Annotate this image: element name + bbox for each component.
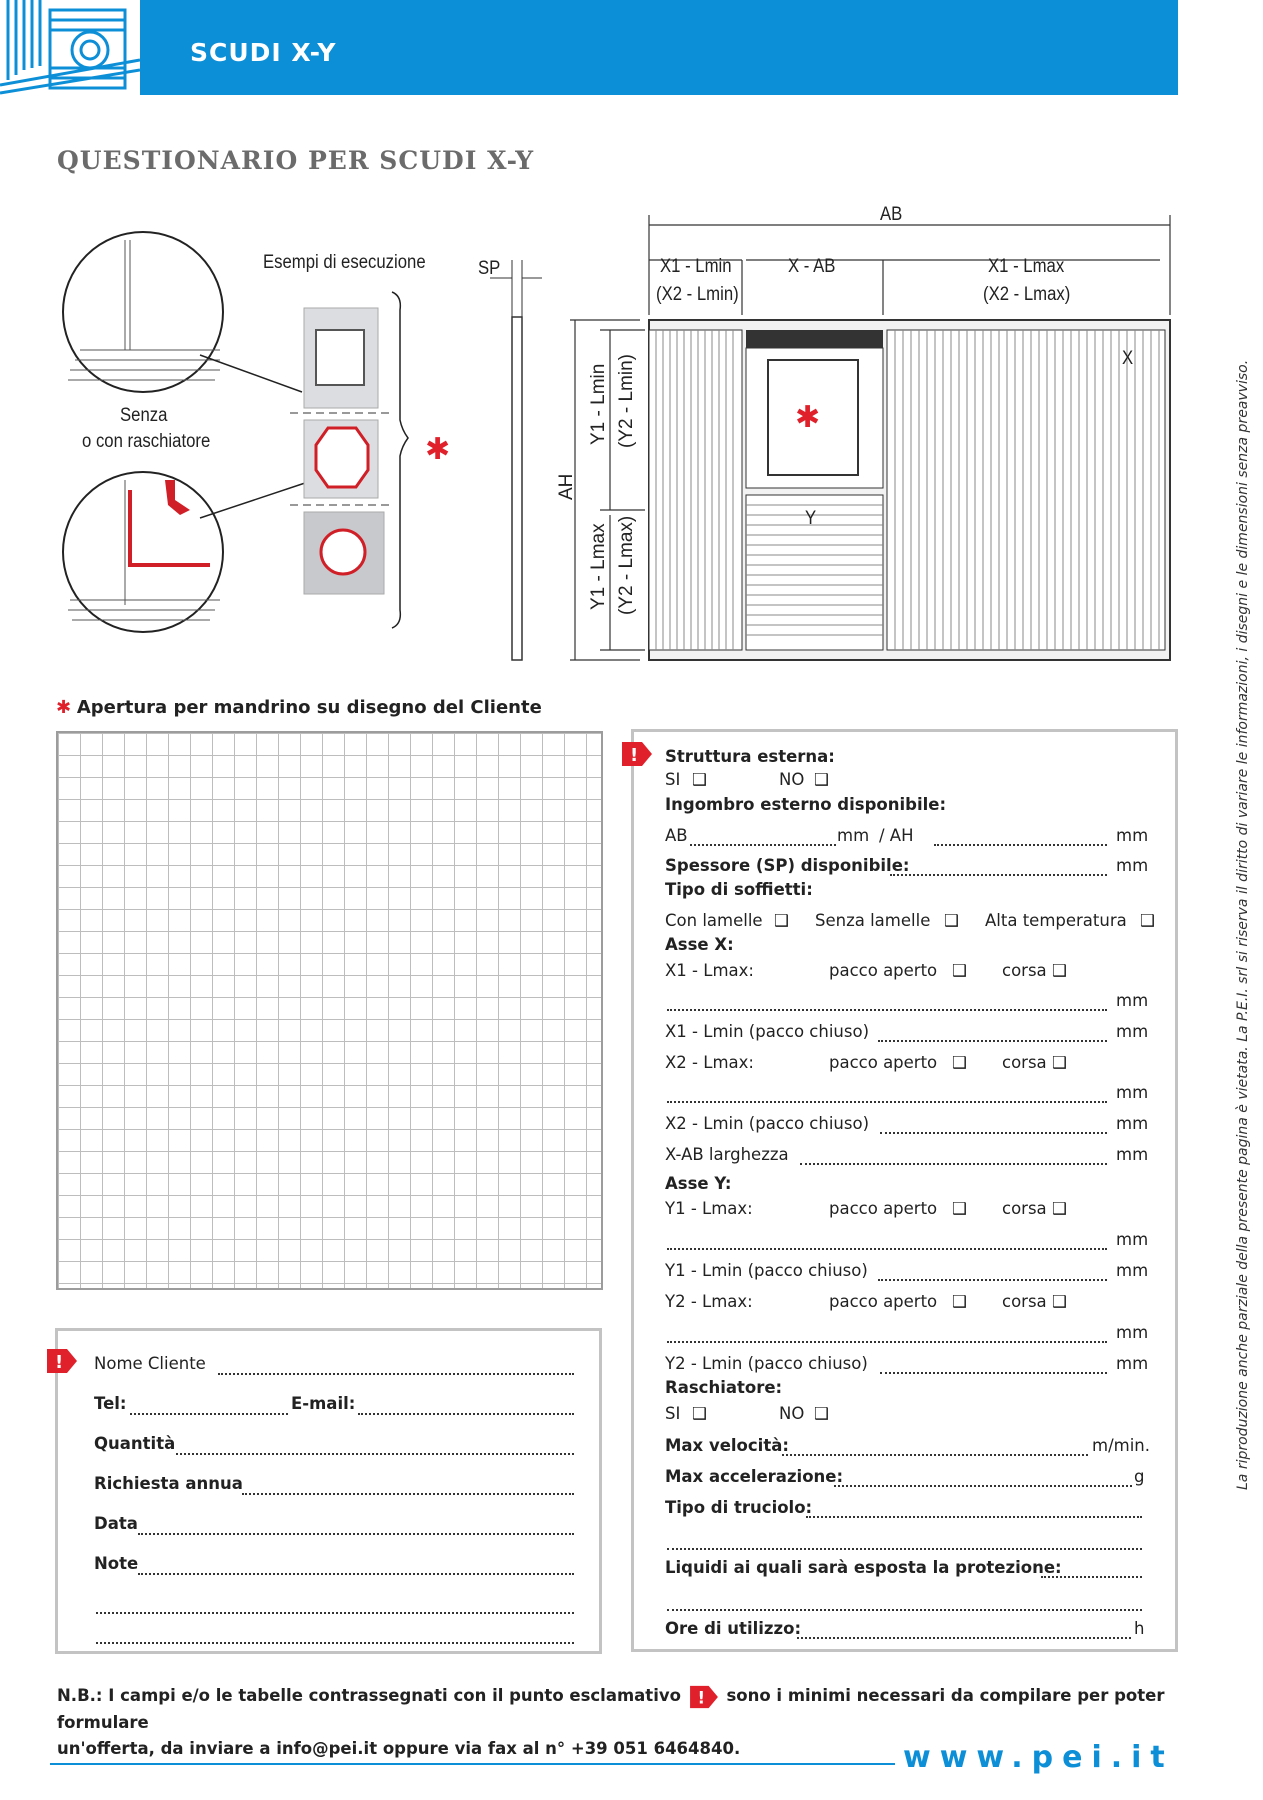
y1-corsa-checkbox[interactable]: ❑ (1052, 1199, 1067, 1218)
page-title: QUESTIONARIO PER SCUDI X-Y (57, 146, 535, 175)
con-lamelle-checkbox[interactable]: ❑ (774, 911, 789, 930)
ore-unit: h (1134, 1619, 1145, 1638)
dim-y1-lmax: Y1 - Lmax (588, 523, 609, 610)
ore-label: Ore di utilizzo: (665, 1619, 802, 1638)
y1-lmax-field[interactable] (667, 1248, 1107, 1250)
y2-lmin-field[interactable] (880, 1372, 1107, 1374)
nb-part3: un'offerta, da inviare a info@pei.it oppure via fax al n° +39 051 6464840. (57, 1738, 741, 1758)
asterisk-icon: ✱ (425, 432, 451, 467)
raschiatore-si-checkbox[interactable]: ❑ (692, 1404, 707, 1423)
required-warning-icon (620, 740, 654, 768)
x2-lmin-unit: mm (1116, 1114, 1149, 1133)
x2-lmin-label: X2 - Lmin (pacco chiuso) (665, 1114, 870, 1133)
y1-lmax-label: Y1 - Lmax: (665, 1199, 753, 1218)
logo (0, 0, 143, 95)
x2-lmax-unit: mm (1116, 1083, 1149, 1102)
asterisk-opening-icon: ✱ (795, 400, 821, 435)
tel-field[interactable] (130, 1413, 288, 1415)
x1-lmin-field[interactable] (878, 1040, 1107, 1042)
con-lamelle: Con lamelle (665, 911, 763, 930)
dim-x2-lmin: (X2 - Lmin) (656, 284, 739, 305)
marker-x: X (1122, 348, 1134, 369)
thickness-profile-diagram (470, 260, 550, 670)
x1-corsa: corsa (1002, 961, 1047, 980)
nb-part1: N.B.: I campi e/o le tabelle contrassegnati con il punto esclamativo (57, 1686, 681, 1705)
liquidi-field[interactable] (1041, 1576, 1142, 1578)
ingombro-ah: / AH (879, 826, 914, 845)
asse-y-label: Asse Y: (665, 1174, 732, 1193)
y2-pacco-aperto: pacco aperto (829, 1292, 938, 1311)
sketch-grid[interactable] (56, 731, 603, 1290)
alta-temp-checkbox[interactable]: ❑ (1140, 911, 1155, 930)
x1-lmin-unit: mm (1116, 1022, 1149, 1041)
richiesta-field[interactable] (242, 1493, 574, 1495)
y2-lmin-label: Y2 - Lmin (pacco chiuso) (665, 1354, 868, 1373)
dim-x2-lmax: (X2 - Lmax) (983, 284, 1071, 305)
tel-label: Tel: (94, 1394, 127, 1413)
x2-corsa: corsa (1002, 1053, 1047, 1072)
x1-lmax-field[interactable] (667, 1009, 1107, 1011)
required-warning-icon (45, 1347, 79, 1375)
quantita-label: Quantità (94, 1434, 176, 1453)
struttura-si-checkbox[interactable]: ❑ (692, 770, 707, 789)
header-title: SCUDI X-Y (190, 38, 337, 67)
x1-lmax-unit: mm (1116, 991, 1149, 1010)
svg-text:!: ! (55, 1352, 64, 1373)
struttura-label: Struttura esterna: (665, 747, 835, 766)
y1-lmin-label: Y1 - Lmin (pacco chiuso) (665, 1261, 868, 1280)
y1-corsa: corsa (1002, 1199, 1047, 1218)
x2-corsa-checkbox[interactable]: ❑ (1052, 1053, 1067, 1072)
client-info-box (55, 1328, 602, 1654)
ingombro-label: Ingombro esterno disponibile: (665, 795, 947, 814)
wiper-label-line2: o con raschiatore (82, 431, 211, 452)
nome-label: Nome Cliente (94, 1354, 206, 1373)
data-field[interactable] (138, 1533, 574, 1535)
ingombro-ab: AB (665, 826, 688, 845)
website-link[interactable]: www.pei.it (903, 1740, 1174, 1775)
max-acc-field[interactable] (834, 1485, 1132, 1487)
y1-lmax-unit: mm (1116, 1230, 1149, 1249)
raschiatore-label: Raschiatore: (665, 1378, 783, 1397)
alta-temp: Alta temperatura (985, 911, 1127, 930)
dim-x1-lmax: X1 - Lmax (988, 256, 1065, 277)
xy-shield-drawing (560, 205, 1180, 670)
dim-x1-lmin: X1 - Lmin (660, 256, 732, 277)
dim-ab: AB (880, 204, 903, 225)
footer-divider (50, 1763, 895, 1765)
ab-unit: mm (837, 826, 870, 845)
dim-y1-lmin: Y1 - Lmin (588, 363, 609, 445)
x2-pacco-checkbox[interactable]: ❑ (952, 1053, 967, 1072)
y2-pacco-checkbox[interactable]: ❑ (952, 1292, 967, 1311)
note-line-3[interactable] (96, 1642, 574, 1644)
y2-lmin-unit: mm (1116, 1354, 1149, 1373)
svg-text:!: ! (630, 745, 639, 766)
raschiatore-no: NO (779, 1404, 805, 1423)
quantita-field[interactable] (176, 1453, 574, 1455)
x1-lmin-label: X1 - Lmin (pacco chiuso) (665, 1022, 870, 1041)
email-field[interactable] (358, 1413, 574, 1415)
opening-note (56, 697, 542, 718)
raschiatore-si: SI (665, 1404, 681, 1423)
spessore-unit: mm (1116, 856, 1149, 875)
liquidi-label: Liquidi ai quali sarà esposta la protezione: (665, 1558, 1062, 1577)
dim-y2-lmax: (Y2 - Lmax) (616, 515, 637, 615)
x2-pacco-aperto: pacco aperto (829, 1053, 938, 1072)
ore-field[interactable] (797, 1637, 1131, 1639)
nome-field[interactable] (218, 1373, 574, 1375)
spessore-label: Spessore (SP) disponibile: (665, 856, 910, 875)
max-vel-label: Max velocità: (665, 1436, 789, 1455)
max-acc-label: Max accelerazione: (665, 1467, 844, 1486)
x2-lmax-field[interactable] (667, 1101, 1107, 1103)
y1-lmin-unit: mm (1116, 1261, 1149, 1280)
ab-field[interactable] (690, 844, 836, 846)
copyright-sidenote: La riproduzione anche parziale della presente pagina è vietata. La P.E.I. srl si riserva il diritto di variare le informazioni, i disegni e le dimensioni senza preavviso. (1235, 359, 1251, 1490)
ah-field[interactable] (934, 844, 1107, 846)
truciolo-field[interactable] (806, 1516, 1142, 1518)
x2-lmax-label: X2 - Lmax: (665, 1053, 754, 1072)
note-field[interactable] (138, 1573, 574, 1575)
liquidi-line-2[interactable] (667, 1609, 1142, 1611)
email-label: E-mail: (291, 1394, 356, 1413)
xab-field[interactable] (800, 1163, 1107, 1165)
asse-x-label: Asse X: (665, 935, 734, 954)
struttura-no-checkbox[interactable]: ❑ (814, 770, 829, 789)
truciolo-label: Tipo di truciolo: (665, 1498, 813, 1517)
y2-corsa: corsa (1002, 1292, 1047, 1311)
svg-text:!: ! (697, 1687, 705, 1707)
y2-lmax-label: Y2 - Lmax: (665, 1292, 753, 1311)
asterisk-icon: ✱ (56, 697, 72, 718)
struttura-si: SI (665, 770, 681, 789)
note-line-2[interactable] (96, 1612, 574, 1614)
x1-corsa-checkbox[interactable]: ❑ (1052, 961, 1067, 980)
wiper-label-line1: Senza (120, 405, 168, 426)
dim-x-ab: X - AB (788, 256, 836, 277)
y1-pacco-aperto: pacco aperto (829, 1199, 938, 1218)
soffietti-label: Tipo di soffietti: (665, 880, 813, 899)
note-label: Note (94, 1554, 139, 1573)
questionnaire-box (631, 729, 1178, 1652)
y2-lmax-unit: mm (1116, 1323, 1149, 1342)
xab-unit: mm (1116, 1145, 1149, 1164)
senza-lamelle-checkbox[interactable]: ❑ (944, 911, 959, 930)
nb-part2: sono i minimi necessari da compilare per poter formulare (57, 1686, 1165, 1732)
y2-corsa-checkbox[interactable]: ❑ (1052, 1292, 1067, 1311)
raschiatore-no-checkbox[interactable]: ❑ (814, 1404, 829, 1423)
y1-lmin-field[interactable] (878, 1279, 1107, 1281)
xab-label: X-AB larghezza (665, 1145, 789, 1164)
x1-pacco-checkbox[interactable]: ❑ (952, 961, 967, 980)
marker-y: Y (805, 508, 817, 529)
required-warning-icon (687, 1684, 721, 1710)
truciolo-line-2[interactable] (667, 1548, 1142, 1550)
dim-ah: AH (556, 473, 577, 500)
ah-unit: mm (1116, 826, 1149, 845)
richiesta-label: Richiesta annua (94, 1474, 243, 1493)
sp-label: SP (478, 258, 501, 279)
y2-lmax-field[interactable] (667, 1341, 1107, 1343)
x2-lmin-field[interactable] (880, 1132, 1107, 1134)
data-label: Data (94, 1514, 138, 1533)
x1-pacco-aperto: pacco aperto (829, 961, 938, 980)
opening-note-text: Apertura per mandrino su disegno del Cliente (76, 697, 542, 718)
x1-lmax-label: X1 - Lmax: (665, 961, 754, 980)
max-vel-field[interactable] (782, 1454, 1088, 1456)
dim-y2-lmin: (Y2 - Lmin) (616, 354, 637, 448)
max-vel-unit: m/min. (1092, 1436, 1150, 1455)
struttura-no: NO (779, 770, 805, 789)
senza-lamelle: Senza lamelle (815, 911, 931, 930)
y1-pacco-checkbox[interactable]: ❑ (952, 1199, 967, 1218)
examples-label: Esempi di esecuzione (263, 252, 426, 273)
spessore-field[interactable] (890, 874, 1107, 876)
header-bar (0, 0, 1178, 95)
max-acc-unit: g (1134, 1467, 1145, 1486)
